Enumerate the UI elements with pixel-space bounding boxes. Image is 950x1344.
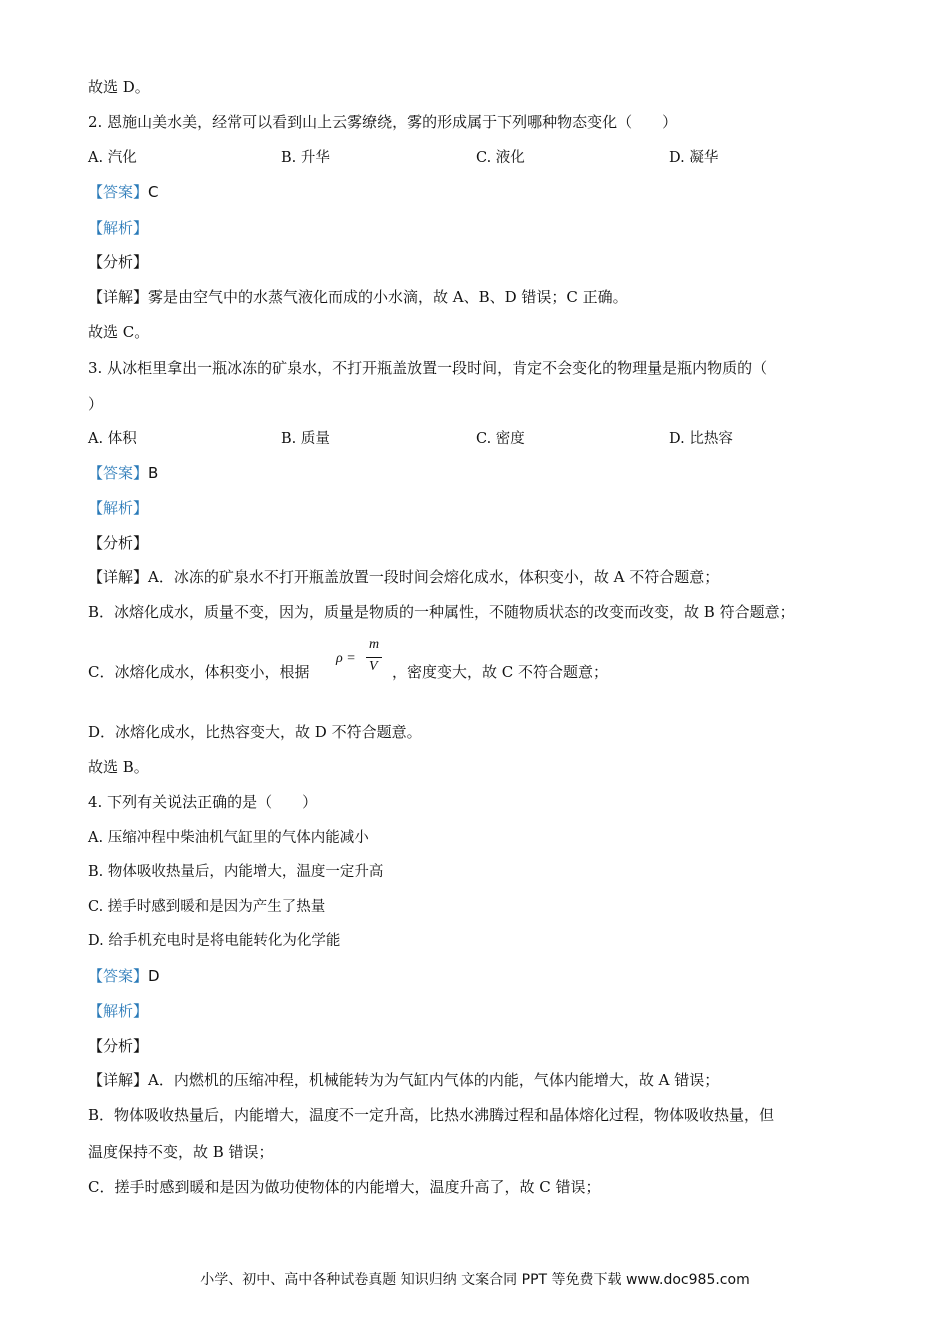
q3-exp-d: D．冰熔化成水，比热容变大，故 D 不符合题意。 xyxy=(88,723,422,741)
q4-option-d: D. 给手机充电时是将电能转化为化学能 xyxy=(88,933,341,949)
formula-denominator: V xyxy=(369,659,378,674)
q3-answer-line xyxy=(88,463,158,483)
q3-option-a: A. 体积 xyxy=(88,431,137,447)
q4-detail-text: A．内燃机的压缩冲程，机械能转为为气缸内气体的内能，气体内能增大，故 A 错误； xyxy=(148,1071,720,1089)
q4-answer-line xyxy=(88,966,160,986)
q2-option-a: A. 汽化 xyxy=(88,150,137,166)
q2-answer-line xyxy=(88,182,159,202)
q3-answer: B xyxy=(148,464,159,482)
q3-detail xyxy=(88,567,719,587)
fraction-bar xyxy=(366,657,382,658)
question-3: 3. 从冰柜里拿出一瓶冰冻的矿泉水，不打开瓶盖放置一段时间，肯定不会变化的物理量是瓶内物质的（ xyxy=(88,359,768,377)
q2-detail-text: 雾是由空气中的水蒸气液化而成的小水滴，故 A、B、D 错误；C 正确。 xyxy=(148,288,628,306)
formula-lhs: ρ = xyxy=(336,651,356,666)
q3-exp-b: B．冰熔化成水，质量不变，因为，质量是物质的一种属性，不随物质状态的改变而改变，故 B 符合题意； xyxy=(88,603,795,621)
q4-option-b: B. 物体吸收热量后，内能增大，温度一定升高 xyxy=(88,864,384,880)
conclusion-q1: 故选 D。 xyxy=(88,78,150,96)
q4-exp-b: B．物体吸收热量后，内能增大，温度不一定升高，比热水沸腾过程和晶体熔化过程，物体吸收热量，但 xyxy=(88,1106,775,1124)
q3-option-b: B. 质量 xyxy=(281,431,330,447)
q4-analysis-label: 【解析】 xyxy=(88,1002,149,1020)
question-3-cont: ） xyxy=(88,395,104,413)
q3-analysis-label: 【解析】 xyxy=(88,499,149,517)
q3-detail-text: A．冰冻的矿泉水不打开瓶盖放置一段时间会熔化成水，体积变小，故 A 不符合题意； xyxy=(148,568,720,586)
conclusion-q3: 故选 B。 xyxy=(88,758,149,776)
question-4: 4. 下列有关说法正确的是（ ） xyxy=(88,793,318,811)
q4-answer: D xyxy=(148,967,160,985)
q2-option-b: B. 升华 xyxy=(281,150,330,166)
answer-label: 【答案】 xyxy=(88,464,149,482)
q2-option-d: D. 凝华 xyxy=(669,150,719,166)
q2-detail xyxy=(88,287,628,307)
q4-fenxi-label: 【分析】 xyxy=(88,1037,149,1055)
q4-exp-b-cont: 温度保持不变，故 B 错误； xyxy=(88,1143,274,1161)
q4-option-c: C. 搓手时感到暖和是因为产生了热量 xyxy=(88,899,326,915)
q3-fenxi-label: 【分析】 xyxy=(88,534,149,552)
q3-exp-c-pre: C．冰熔化成水，体积变小，根据 xyxy=(88,663,310,681)
q2-analysis-label: 【解析】 xyxy=(88,219,149,237)
answer-label: 【答案】 xyxy=(88,183,149,201)
q4-exp-c: C．搓手时感到暖和是因为做功使物体的内能增大，温度升高了，故 C 错误； xyxy=(88,1178,601,1196)
q2-answer: C xyxy=(148,183,159,201)
q4-option-a: A. 压缩冲程中柴油机气缸里的气体内能减小 xyxy=(88,830,369,846)
answer-label: 【答案】 xyxy=(88,967,149,985)
q2-fenxi-label: 【分析】 xyxy=(88,253,149,271)
q3-option-d: D. 比热容 xyxy=(669,431,733,447)
detail-label: 【详解】 xyxy=(88,568,149,586)
q3-option-c: C. 密度 xyxy=(476,431,525,447)
q2-option-c: C. 液化 xyxy=(476,150,525,166)
question-2: 2. 恩施山美水美，经常可以看到山上云雾缭绕，雾的形成属于下列哪种物态变化（ ） xyxy=(88,113,678,131)
page-footer: 小学、初中、高中各种试卷真题 知识归纳 文案合同 PPT 等免费下载 www.doc985.com xyxy=(200,1272,750,1288)
q3-exp-c-post: ，密度变大，故 C 不符合题意； xyxy=(392,663,609,681)
formula-numerator: m xyxy=(369,637,380,652)
conclusion-q2: 故选 C。 xyxy=(88,323,150,341)
q4-detail xyxy=(88,1070,719,1090)
detail-label: 【详解】 xyxy=(88,288,149,306)
detail-label: 【详解】 xyxy=(88,1071,149,1089)
